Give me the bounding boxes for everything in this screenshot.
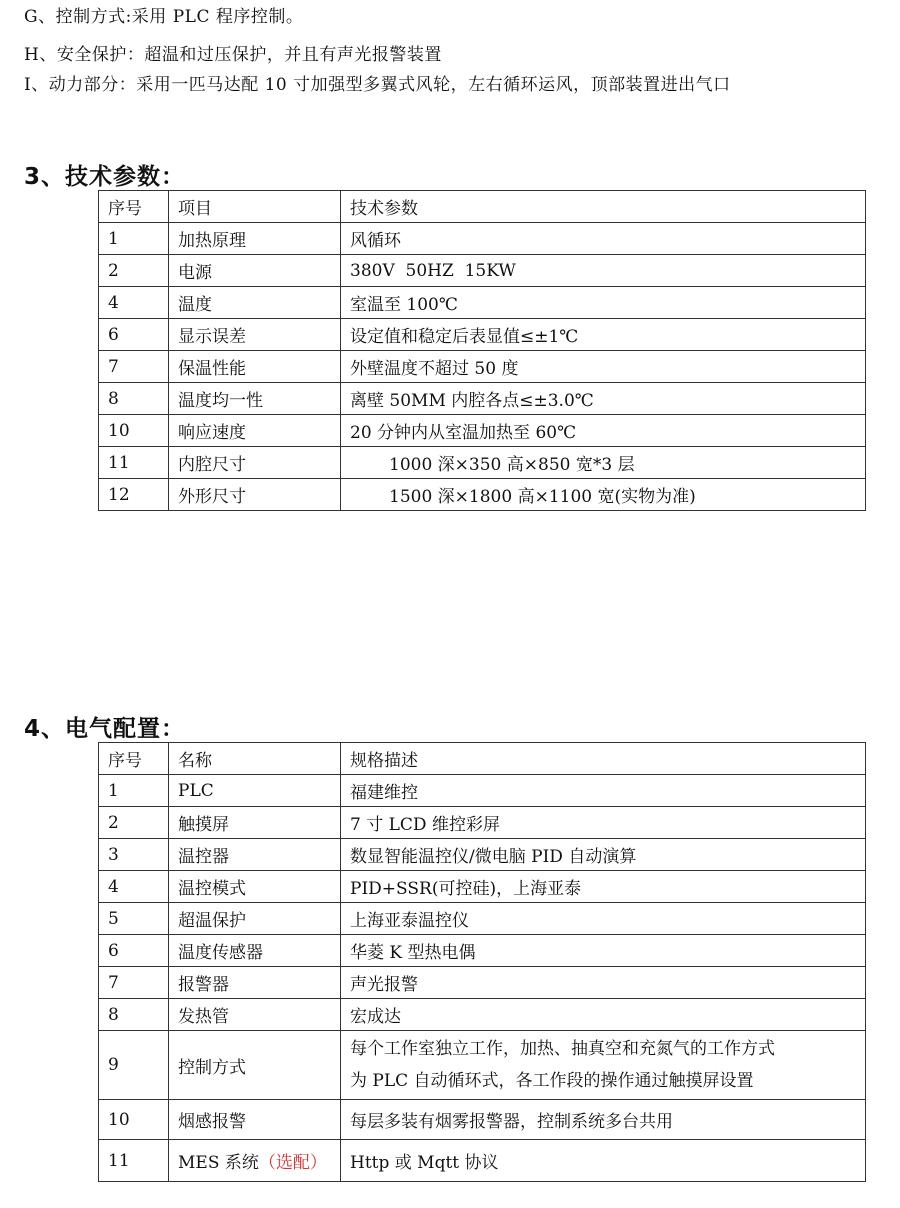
row-value: 1000 深×350 高×850 宽*3 层 <box>341 447 866 479</box>
row-value: 离壁 50MM 内腔各点≤±3.0℃ <box>341 383 866 415</box>
row-desc: 声光报警 <box>341 967 866 999</box>
section4-heading: 4、电气配置： <box>24 716 186 742</box>
header-name: 名称 <box>169 743 341 775</box>
row-name <box>169 1140 341 1182</box>
row-item: 保温性能 <box>169 351 341 383</box>
row-value: 1500 深×1800 高×1100 宽(实物为准) <box>341 479 866 511</box>
row-no: 8 <box>99 383 169 415</box>
table-row <box>99 383 866 415</box>
row-item: 温度均一性 <box>169 383 341 415</box>
row-value: 设定值和稳定后表显值≤±1℃ <box>341 319 866 351</box>
table-row <box>99 967 866 999</box>
row-desc: 每层多装有烟雾报警器，控制系统多台共用 <box>341 1100 866 1140</box>
row-no: 5 <box>99 903 169 935</box>
header-desc: 规格描述 <box>341 743 866 775</box>
row-no: 10 <box>99 1100 169 1140</box>
row-no: 2 <box>99 807 169 839</box>
table-row <box>99 807 866 839</box>
table-row <box>99 319 866 351</box>
row-no: 10 <box>99 415 169 447</box>
row-desc: PID+SSR(可控硅)，上海亚泰 <box>341 871 866 903</box>
row-item: 电源 <box>169 255 341 287</box>
table-row <box>99 223 866 255</box>
row-no: 1 <box>99 775 169 807</box>
row-no: 11 <box>99 1140 169 1182</box>
row-no: 2 <box>99 255 169 287</box>
row-item: 温度 <box>169 287 341 319</box>
intro-line-i: I、动力部分：采用一匹马达配 10 寸加强型多翼式风轮，左右循环运风，顶部装置进出气口 <box>24 75 731 95</box>
tech-params-table <box>98 190 866 511</box>
row-desc: 华菱 K 型热电偶 <box>341 935 866 967</box>
row-desc <box>341 1031 866 1100</box>
row-name-text: MES 系统 <box>178 1153 259 1173</box>
table-row <box>99 1140 866 1182</box>
table-row <box>99 935 866 967</box>
row-value: 外壁温度不超过 50 度 <box>341 351 866 383</box>
row-desc-line: 为 PLC 自动循环式，各工作段的操作通过触摸屏设置 <box>350 1071 754 1091</box>
row-name: 温控模式 <box>169 871 341 903</box>
row-value: 室温至 100℃ <box>341 287 866 319</box>
row-no: 4 <box>99 287 169 319</box>
row-name: 烟感报警 <box>169 1100 341 1140</box>
table-row <box>99 1031 866 1100</box>
table-header-row <box>99 743 866 775</box>
header-no: 序号 <box>99 191 169 223</box>
table-row <box>99 999 866 1031</box>
row-item: 显示误差 <box>169 319 341 351</box>
row-desc: 7 寸 LCD 维控彩屏 <box>341 807 866 839</box>
row-no: 4 <box>99 871 169 903</box>
row-desc: Http 或 Mqtt 协议 <box>341 1140 866 1182</box>
table-row <box>99 479 866 511</box>
table-row <box>99 415 866 447</box>
row-desc: 数显智能温控仪/微电脑 PID 自动演算 <box>341 839 866 871</box>
row-desc: 上海亚泰温控仪 <box>341 903 866 935</box>
table-row <box>99 287 866 319</box>
row-name: 触摸屏 <box>169 807 341 839</box>
table-row <box>99 839 866 871</box>
row-no: 12 <box>99 479 169 511</box>
row-no: 6 <box>99 319 169 351</box>
intro-line-g: G、控制方式:采用 PLC 程序控制。 <box>24 7 304 27</box>
section3-heading: 3、技术参数： <box>24 164 186 190</box>
row-name: 报警器 <box>169 967 341 999</box>
header-value: 技术参数 <box>341 191 866 223</box>
row-name: 控制方式 <box>169 1031 341 1100</box>
row-no: 7 <box>99 351 169 383</box>
row-name: 温度传感器 <box>169 935 341 967</box>
row-desc: 宏成达 <box>341 999 866 1031</box>
row-item: 响应速度 <box>169 415 341 447</box>
row-no: 9 <box>99 1031 169 1100</box>
intro-line-h: H、安全保护：超温和过压保护，并且有声光报警装置 <box>24 45 442 65</box>
electrical-config-table <box>98 742 866 1182</box>
row-item: 外形尺寸 <box>169 479 341 511</box>
header-item: 项目 <box>169 191 341 223</box>
row-desc-line: 每个工作室独立工作，加热、抽真空和充氮气的工作方式 <box>350 1039 775 1059</box>
row-name: 超温保护 <box>169 903 341 935</box>
row-value: 20 分钟内从室温加热至 60℃ <box>341 415 866 447</box>
row-no: 1 <box>99 223 169 255</box>
row-no: 7 <box>99 967 169 999</box>
row-item: 内腔尺寸 <box>169 447 341 479</box>
row-value: 风循环 <box>341 223 866 255</box>
table-row <box>99 351 866 383</box>
row-no: 3 <box>99 839 169 871</box>
table-row <box>99 871 866 903</box>
row-value: 380V 50HZ 15KW <box>341 255 866 287</box>
table-row <box>99 447 866 479</box>
table-row <box>99 255 866 287</box>
optional-note: （选配） <box>258 1153 327 1173</box>
row-name: PLC <box>169 775 341 807</box>
row-no: 8 <box>99 999 169 1031</box>
row-no: 11 <box>99 447 169 479</box>
header-no: 序号 <box>99 743 169 775</box>
row-name: 发热管 <box>169 999 341 1031</box>
row-desc: 福建维控 <box>341 775 866 807</box>
table-row <box>99 775 866 807</box>
row-name: 温控器 <box>169 839 341 871</box>
table-row <box>99 903 866 935</box>
table-header-row <box>99 191 866 223</box>
row-no: 6 <box>99 935 169 967</box>
table-row <box>99 1100 866 1140</box>
row-item: 加热原理 <box>169 223 341 255</box>
